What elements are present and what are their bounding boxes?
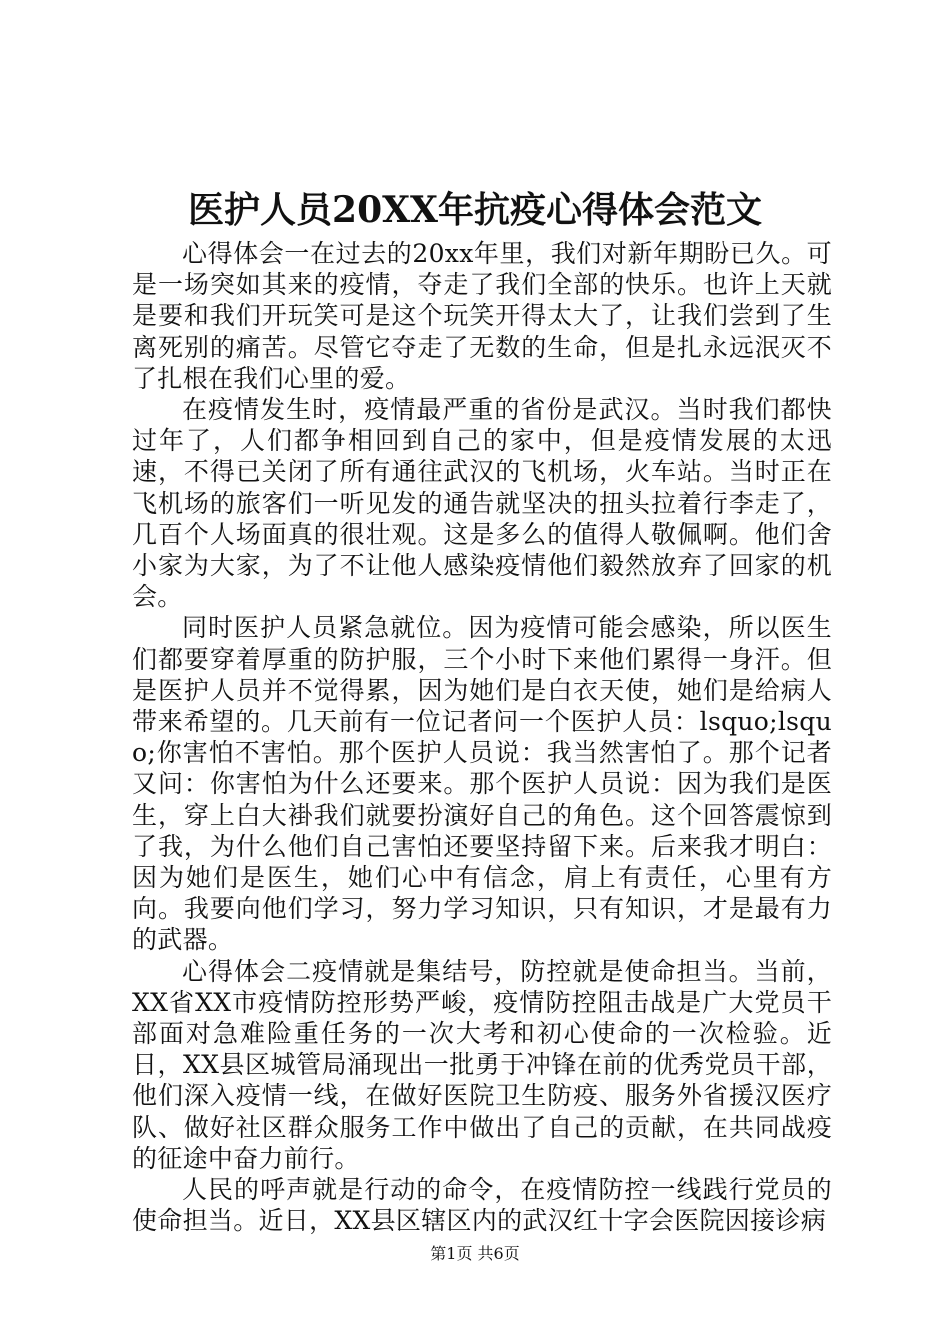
document-body bbox=[132, 238, 832, 1237]
paragraph-3: 同时医护人员紧急就位。因为疫情可能会感染，所以医生们都要穿着厚重的防护服，三个小时下来他们累得一身汗。但是医护人员并不觉得累，因为她们是白衣天使，她们是给病人带来希望的。几天前有一位记者问一个医护人员：lsquo;lsquo;你害怕不害怕。那个医护人员说：我当然害怕了。那个记者又问：你害怕为什么还要来。那个医护人员说：因为我们是医生，穿上白大褂我们就要扮演好自己的角色。这个回答震惊到了我，为什么他们自己害怕还要坚持留下来。后来我才明白：因为她们是医生，她们心中有信念，肩上有责任，心里有方向。我要向他们学习，努力学习知识，只有知识，才是最有力的武器。 bbox=[132, 613, 832, 955]
paragraph-2: 在疫情发生时，疫情最严重的省份是武汉。当时我们都快过年了，人们都争相回到自己的家中，但是疫情发展的太迅速，不得已关闭了所有通往武汉的飞机场，火车站。当时正在飞机场的旅客们一听见发的通告就坚决的扭头拉着行李走了，几百个人场面真的很壮观。这是多么的值得人敬佩啊。他们舍小家为大家，为了不让他人感染疫情他们毅然放弃了回家的机会。 bbox=[132, 395, 832, 612]
document-title: 医护人员20XX年抗疫心得体会范文 bbox=[188, 189, 762, 231]
page-footer: 第1页 共6页 bbox=[430, 1244, 520, 1263]
paragraph-5: 人民的呼声就是行动的命令，在疫情防控一线践行党员的使命担当。近日，XX县区辖区内的武汉红十字会医院因接诊病 bbox=[132, 1175, 832, 1236]
paragraph-4: 心得体会二疫情就是集结号，防控就是使命担当。当前，XX省XX市疫情防控形势严峻，疫情防控阻击战是广大党员干部面对急难险重任务的一次大考和初心使命的一次检验。近日，XX县区城管局涌现出一批勇于冲锋在前的优秀党员干部，他们深入疫情一线，在做好医院卫生防疫、服务外省援汉医疗队、做好社区群众服务工作中做出了自己的贡献，在共同战疫的征途中奋力前行。 bbox=[132, 956, 832, 1173]
paragraph-1: 心得体会一在过去的20xx年里，我们对新年期盼已久。可是一场突如其来的疫情，夺走了我们全部的快乐。也许上天就是要和我们开玩笑可是这个玩笑开得太大了，让我们尝到了生离死别的痛苦。尽管它夺走了无数的生命，但是扎永远泯灭不了扎根在我们心里的爱。 bbox=[132, 239, 832, 393]
